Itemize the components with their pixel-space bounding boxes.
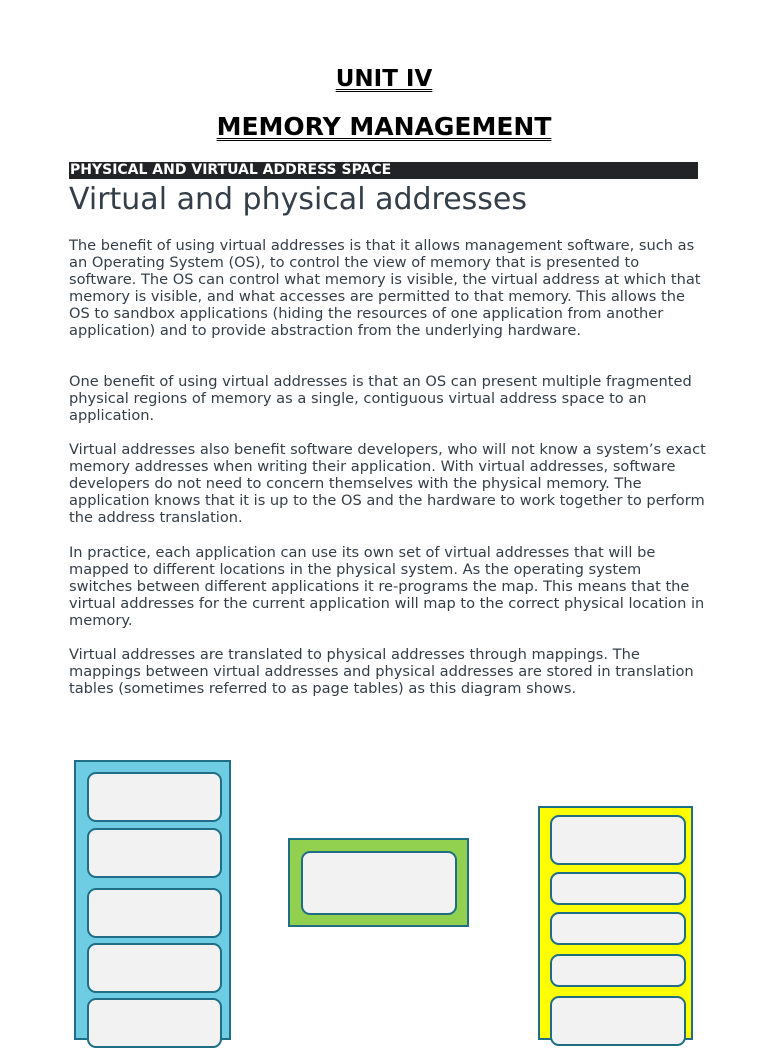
physical-memory-block xyxy=(550,954,686,987)
translation-table-block xyxy=(301,851,457,915)
paragraph-1: The benefit of using virtual addresses is that it allows management software, such as an Operating System (OS), to control the view of memory that is presented to software. The OS can control what memory is visible, the virtual address at which that memory is visible, and what accesses are permitted to that memory. This allows the OS to sandbox applications (hiding the resources of one application from another application) and to provide abstraction from the underlying hardware. xyxy=(69,237,701,339)
section-heading-bar: PHYSICAL AND VIRTUAL ADDRESS SPACE xyxy=(69,162,698,179)
page-title: MEMORY MANAGEMENT xyxy=(216,112,552,141)
physical-memory-block xyxy=(550,872,686,905)
virtual-memory-block xyxy=(87,998,222,1048)
translation-table-panel xyxy=(288,838,469,927)
physical-memory-block xyxy=(550,912,686,945)
virtual-memory-block xyxy=(87,828,222,878)
virtual-memory-block xyxy=(87,772,222,822)
paragraph-5: Virtual addresses are translated to physical addresses through mappings. The mappings between virtual addresses and physical addresses are stored in translation tables (sometimes referred to as page tables) as this diagram shows. xyxy=(69,646,694,697)
article-heading: Virtual and physical addresses xyxy=(69,182,528,217)
virtual-memory-block xyxy=(87,943,222,993)
paragraph-4: In practice, each application can use its own set of virtual addresses that will be mapped to different locations in the physical system. As the operating system switches between different applications it re-programs the map. This means that the virtual addresses for the current application will map to the correct physical location in memory. xyxy=(69,544,705,629)
unit-title: UNIT IV xyxy=(335,66,433,92)
physical-address-space-panel xyxy=(538,806,693,1040)
paragraph-3: Virtual addresses also benefit software developers, who will not know a system’s exact memory addresses when writing their application. With virtual addresses, software developers do not need to concern themselves with the physical memory. The application knows that it is up to the OS and the hardware to work together to perform the address translation. xyxy=(69,441,706,526)
paragraph-2: One benefit of using virtual addresses is that an OS can present multiple fragmented physical regions of memory as a single, contiguous virtual address space to an application. xyxy=(69,373,692,424)
physical-memory-block xyxy=(550,815,686,865)
virtual-memory-block xyxy=(87,888,222,938)
physical-memory-block xyxy=(550,996,686,1046)
virtual-address-space-panel xyxy=(74,760,231,1040)
